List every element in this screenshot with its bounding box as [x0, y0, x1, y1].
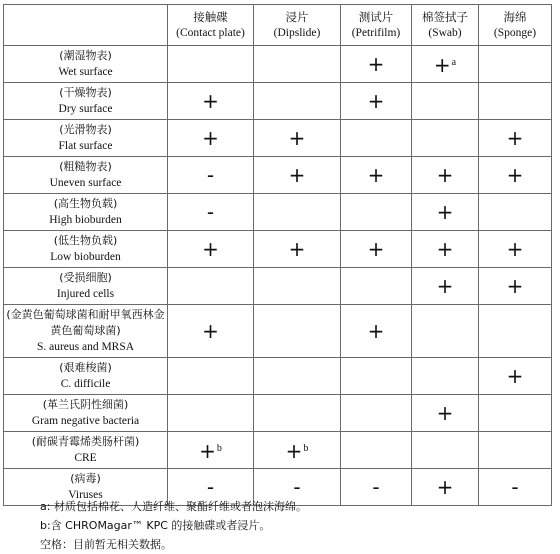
row-label-zh: (潮湿物表) — [59, 49, 112, 62]
table-cell — [412, 305, 479, 358]
row-label — [4, 46, 168, 83]
table-row — [4, 194, 552, 231]
cell-mark: + — [202, 89, 219, 113]
table-cell — [412, 432, 479, 469]
table-cell — [341, 395, 412, 432]
table-cell — [479, 120, 552, 157]
row-label-zh: (革兰氏阴性细菌) — [42, 398, 129, 411]
table-cell — [168, 395, 254, 432]
table-cell — [412, 231, 479, 268]
table-cell — [341, 194, 412, 231]
table-cell — [412, 268, 479, 305]
table-cell — [341, 268, 412, 305]
table-cell — [168, 432, 254, 469]
row-label — [4, 231, 168, 268]
table-cell — [412, 194, 479, 231]
row-label — [4, 83, 168, 120]
row-label-zh: (金黄色葡萄球菌和耐甲氧西林金黄色葡萄球菌) — [6, 308, 165, 337]
row-label — [4, 194, 168, 231]
column-header — [254, 5, 341, 46]
table-cell — [479, 46, 552, 83]
row-label-en: CRE — [74, 452, 97, 464]
column-header-en: (Contact plate) — [176, 27, 245, 39]
table-cell — [479, 268, 552, 305]
table-row — [4, 83, 552, 120]
footnote-blank: 空格：目前暂无相关数据。 — [40, 538, 172, 551]
table-cell — [341, 358, 412, 395]
row-label-zh: (耐碳青霉烯类肠杆菌) — [31, 435, 140, 448]
table-cell — [254, 46, 341, 83]
cell-mark: + — [202, 126, 219, 150]
table-cell — [341, 432, 412, 469]
column-header-zh: 棉签拭子 — [422, 10, 468, 24]
table-cell — [254, 231, 341, 268]
table-cell — [479, 231, 552, 268]
table-cell — [168, 305, 254, 358]
column-header-zh: 接触碟 — [193, 10, 228, 24]
table-cell — [254, 395, 341, 432]
column-header — [341, 5, 412, 46]
cell-mark: + — [436, 475, 454, 499]
table-cell — [341, 469, 412, 506]
table-cell — [479, 83, 552, 120]
footnote-marker: b — [303, 443, 309, 454]
footnote-a: a: 材质包括棉花、人造纤维、聚酯纤维或者泡沫海绵。 — [40, 500, 307, 513]
row-label-zh: (低生物负载) — [53, 234, 118, 247]
table-row — [4, 432, 552, 469]
row-label-en: S. aureus and MRSA — [36, 341, 135, 353]
table-cell — [254, 83, 341, 120]
cell-mark: - — [372, 475, 380, 499]
cell-mark: - — [206, 475, 215, 499]
table-cell — [341, 46, 412, 83]
row-label-zh: (高生物负载) — [53, 197, 118, 210]
row-label-zh: (粗糙物表) — [59, 160, 112, 173]
table-cell — [341, 305, 412, 358]
column-header-zh: 测试片 — [358, 10, 394, 24]
cell-mark: + — [288, 163, 306, 187]
cell-mark: + — [436, 163, 454, 187]
row-label — [4, 157, 168, 194]
cell-mark: + — [285, 439, 303, 463]
table-cell — [412, 469, 479, 506]
table-cell — [168, 231, 254, 268]
table-cell — [168, 194, 254, 231]
row-label — [4, 432, 168, 469]
table-cell — [341, 83, 412, 120]
row-label — [4, 268, 168, 305]
column-header-zh: 浸片 — [285, 10, 309, 24]
corner-header — [4, 5, 168, 46]
column-header — [168, 5, 254, 46]
cell-mark: + — [436, 274, 454, 298]
row-label — [4, 305, 168, 358]
row-label-en: Dry surface — [58, 103, 113, 115]
cell-mark: + — [436, 200, 454, 224]
table-cell — [479, 358, 552, 395]
column-header-zh: 海绵 — [503, 10, 527, 24]
row-label-en: Uneven surface — [49, 177, 122, 189]
table-cell — [254, 358, 341, 395]
cell-mark: + — [367, 319, 385, 343]
cell-mark: + — [288, 126, 306, 150]
table-cell — [254, 157, 341, 194]
cell-mark: + — [199, 439, 216, 463]
row-label-zh: (干燥物表) — [59, 86, 112, 99]
cell-mark: + — [202, 237, 219, 261]
table-cell — [412, 46, 479, 83]
table-row — [4, 268, 552, 305]
footnote-marker: a — [451, 57, 457, 68]
table-cell — [479, 305, 552, 358]
cell-mark: - — [206, 200, 215, 224]
table-cell — [254, 268, 341, 305]
cell-mark: + — [506, 237, 524, 261]
table-cell — [479, 469, 552, 506]
row-label — [4, 120, 168, 157]
table-cell — [254, 305, 341, 358]
cell-mark: + — [202, 319, 219, 343]
comparison-table — [3, 4, 552, 506]
table-cell — [254, 432, 341, 469]
row-label-zh: (艰难梭菌) — [59, 361, 112, 374]
row-label-en: Low bioburden — [50, 251, 121, 263]
table-cell — [479, 395, 552, 432]
row-label-en: Gram negative bacteria — [31, 415, 140, 427]
table-cell — [412, 83, 479, 120]
table-cell — [168, 46, 254, 83]
table-cell — [168, 120, 254, 157]
table-cell — [168, 157, 254, 194]
footnotes — [40, 497, 307, 554]
row-label-en: Injured cells — [56, 288, 115, 300]
cell-mark: + — [367, 89, 385, 113]
table-cell — [412, 395, 479, 432]
table-row — [4, 46, 552, 83]
row-label-en: Flat surface — [58, 140, 113, 152]
table-cell — [254, 120, 341, 157]
table-cell — [168, 268, 254, 305]
header-row — [4, 5, 552, 46]
table-cell — [168, 83, 254, 120]
table-cell — [412, 358, 479, 395]
table-row — [4, 358, 552, 395]
table-cell — [341, 231, 412, 268]
footnote-marker: b — [216, 443, 222, 454]
cell-mark: + — [433, 53, 451, 77]
cell-mark: + — [288, 237, 306, 261]
table-body — [4, 46, 552, 506]
cell-mark: + — [506, 274, 524, 298]
table-row — [4, 157, 552, 194]
cell-mark: + — [367, 163, 385, 187]
row-label-en: C. difficile — [60, 378, 111, 390]
row-label-zh: (受损细胞) — [59, 271, 112, 284]
table-row — [4, 120, 552, 157]
table-cell — [341, 157, 412, 194]
table-cell — [412, 120, 479, 157]
row-label-zh: (病毒) — [70, 472, 101, 485]
row-label — [4, 358, 168, 395]
column-header-en: (Petrifilm) — [351, 27, 401, 39]
cell-mark: + — [506, 163, 524, 187]
cell-mark: + — [506, 126, 524, 150]
cell-mark: + — [436, 237, 454, 261]
column-header-en: (Sponge) — [493, 27, 537, 39]
column-header-en: (Swab) — [428, 27, 462, 39]
table-row — [4, 305, 552, 358]
table-cell — [479, 194, 552, 231]
table-row — [4, 231, 552, 268]
row-label-en: Wet surface — [58, 66, 113, 78]
cell-mark: + — [367, 52, 385, 76]
column-header-en: (Dipslide) — [273, 27, 321, 39]
table-cell — [254, 194, 341, 231]
column-header — [412, 5, 479, 46]
table-cell — [341, 120, 412, 157]
cell-mark: - — [206, 163, 215, 187]
row-label-en: Viruses — [68, 489, 103, 501]
table-row — [4, 395, 552, 432]
row-label — [4, 395, 168, 432]
cell-mark: + — [367, 237, 385, 261]
row-label-en: High bioburden — [49, 214, 122, 226]
cell-mark: + — [436, 401, 454, 425]
row-label-zh: (光滑物表) — [59, 123, 112, 136]
cell-mark: - — [293, 475, 301, 499]
table-cell — [168, 358, 254, 395]
table-cell — [479, 157, 552, 194]
table-cell — [412, 157, 479, 194]
column-header — [479, 5, 552, 46]
cell-mark: - — [511, 475, 519, 499]
footnote-b: b:含 CHROMagar™ KPC 的接触碟或者浸片。 — [40, 519, 271, 532]
table-cell — [479, 432, 552, 469]
cell-mark: + — [506, 364, 524, 388]
